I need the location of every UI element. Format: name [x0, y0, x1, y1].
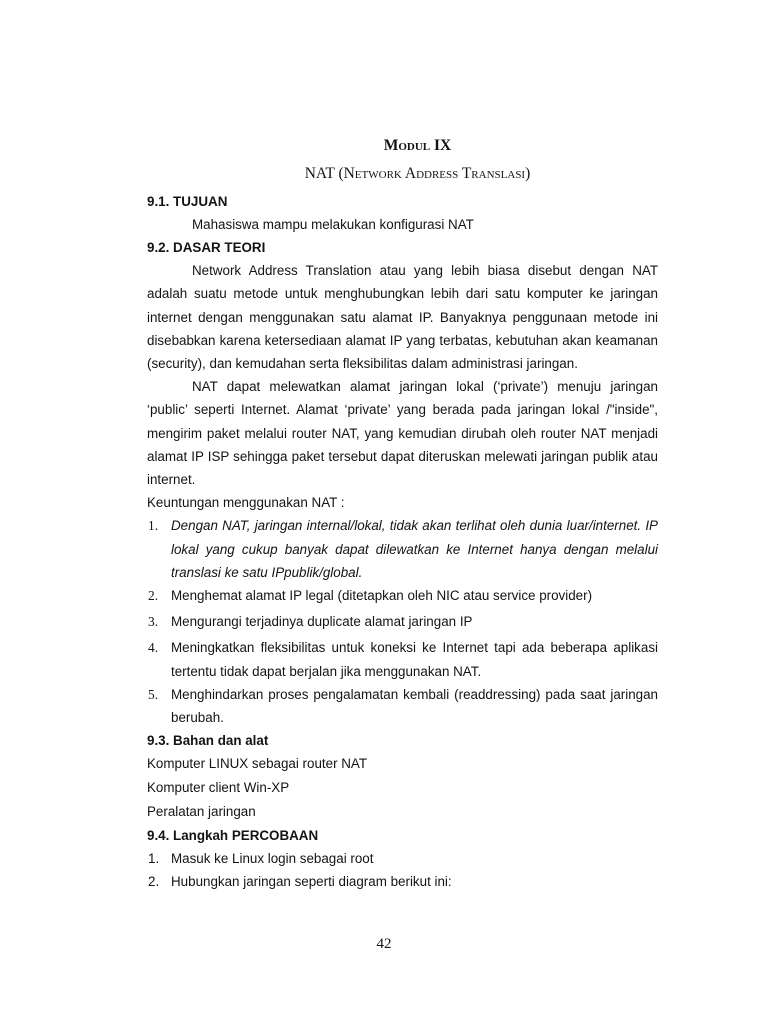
list-number: 3.	[148, 614, 159, 630]
list-number: 1.	[148, 850, 160, 866]
advantages-intro: Keuntungan menggunakan NAT :	[147, 495, 345, 511]
list-item	[147, 636, 658, 682]
list-item	[147, 584, 658, 607]
module-subtitle: NAT (Network Address Translasi)	[304, 165, 531, 182]
section-heading-bahan: 9.3. Bahan dan alat	[147, 733, 269, 749]
list-text: Hubungkan jaringan seperti diagram berikut ini:	[171, 873, 452, 889]
list-text: Masuk ke Linux login sebagai root	[171, 850, 374, 866]
dasar-teori-paragraph-1: Network Address Translation atau yang lebih biasa disebut dengan NAT adalah suatu metode untuk menghubungkan lebih dari satu komputer ke jaringan internet dengan menggunakan satu alamat IP. Banyaknya penggunaan metode ini disebabkan karena ketersediaan alamat IP yang terbatas, kebutuhan akan keamanan (security), dan kemudahan serta fleksibilitas dalam administrasi jaringan.	[147, 263, 658, 372]
section-heading-tujuan: 9.1. TUJUAN	[147, 194, 228, 209]
list-number: 4.	[148, 640, 159, 656]
list-item	[147, 870, 658, 893]
list-item	[147, 610, 658, 633]
advantages-list	[147, 514, 658, 729]
bahan-item: Komputer client Win-XP	[147, 780, 290, 796]
bahan-item: Peralatan jaringan	[147, 803, 256, 819]
list-item	[147, 683, 658, 729]
list-text: Menghindarkan proses pengalamatan kembali (readdressing) pada saat jaringan berubah.	[171, 686, 658, 726]
list-number: 1.	[148, 518, 159, 534]
list-number: 2.	[148, 873, 160, 889]
bahan-item: Komputer LINUX sebagai router NAT	[147, 756, 368, 772]
list-number: 5.	[148, 686, 159, 702]
dasar-teori-paragraph-2: NAT dapat melewatkan alamat jaringan lokal (‘private’) menuju jaringan ‘public’ seperti Internet. Alamat ‘private’ yang berada pada jaringan lokal /"inside", mengirim paket melalui router NAT, yang kemudian dirubah oleh router NAT menjadi alamat IP ISP sehingga paket tersebut dapat diteruskan melewati jaringan publik atau internet.	[147, 379, 658, 488]
section-heading-langkah: 9.4. Langkah PERCOBAAN	[147, 827, 319, 843]
list-text: Dengan NAT, jaringan internal/lokal, tidak akan terlihat oleh dunia luar/internet. IP lokal yang cukup banyak dapat dilewatkan ke Internet hanya dengan melalui translasi ke satu IPpublik/global.	[171, 518, 658, 580]
page-number: 42	[376, 936, 392, 952]
list-text: Menghemat alamat IP legal (ditetapkan oleh NIC atau service provider)	[171, 588, 593, 604]
list-item	[147, 847, 658, 870]
tujuan-text: Mahasiswa mampu melakukan konfigurasi NAT	[192, 217, 474, 232]
steps-list	[147, 847, 658, 893]
module-title: Modul IX	[383, 137, 452, 154]
section-heading-dasar-teori: 9.2. DASAR TEORI	[147, 240, 266, 256]
list-item	[147, 514, 658, 584]
list-text: Meningkatkan fleksibilitas untuk koneksi ke Internet tapi ada beberapa aplikasi tertentu tidak dapat berjalan jika menggunakan NAT.	[171, 640, 658, 679]
document-page	[147, 134, 658, 893]
list-number: 2.	[148, 588, 159, 604]
list-text: Mengurangi terjadinya duplicate alamat jaringan IP	[171, 614, 473, 630]
